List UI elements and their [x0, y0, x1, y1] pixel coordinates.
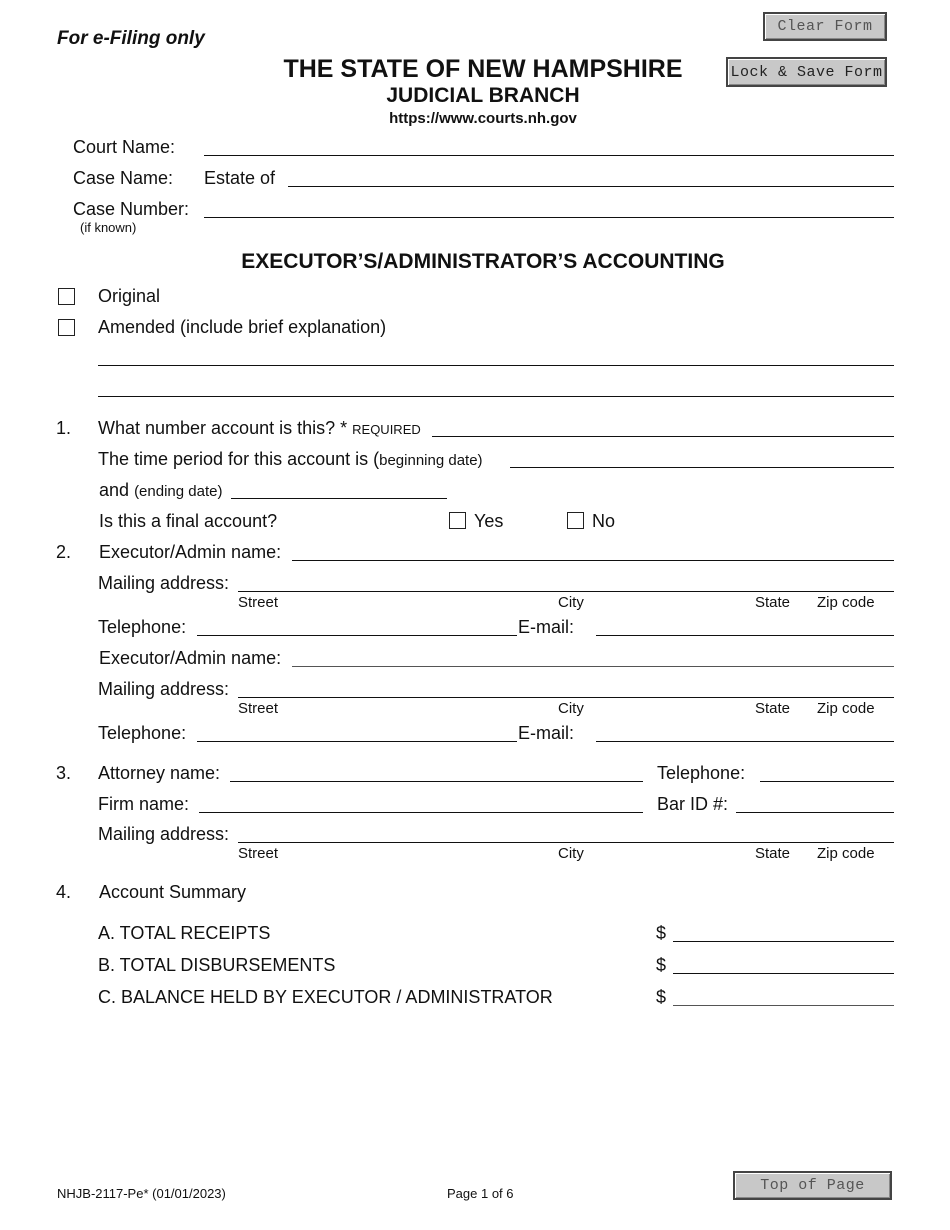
state-title: THE STATE OF NEW HAMPSHIRE: [283, 55, 683, 83]
city-caption-2: City: [558, 700, 584, 717]
case-name-label: Case Name:: [73, 168, 174, 188]
telephone-label-2: Telephone:: [98, 723, 187, 743]
final-yes-label: Yes: [474, 511, 504, 531]
balance-held-label: C. BALANCE HELD BY EXECUTOR / ADMINISTRATOR: [98, 987, 553, 1007]
balance-held-field[interactable]: [673, 1005, 894, 1006]
mailing-address-label-2: Mailing address:: [98, 679, 230, 699]
attorney-telephone-field[interactable]: [760, 781, 894, 782]
court-name-label: Court Name:: [73, 137, 176, 157]
amended-label: Amended (include brief explanation): [98, 317, 387, 337]
estate-of-label: Estate of: [204, 168, 276, 188]
firm-name-label: Firm name:: [98, 794, 190, 814]
executor-name-field-2[interactable]: [292, 666, 894, 667]
state-caption-2: State: [755, 700, 791, 717]
attorney-telephone-label: Telephone:: [657, 763, 746, 783]
state-caption-1: State: [755, 594, 791, 611]
zip-caption-1: Zip code: [817, 594, 875, 611]
balance-dollar-sign: $: [656, 987, 667, 1007]
efiling-note: For e-Filing only: [57, 28, 205, 49]
clear-form-button[interactable]: Clear Form: [763, 12, 887, 41]
if-known-note: (if known): [80, 220, 137, 235]
street-caption-3: Street: [238, 845, 279, 862]
beginning-date-label: beginning date): [379, 452, 483, 469]
bar-id-field[interactable]: [736, 812, 894, 813]
street-caption-1: Street: [238, 594, 279, 611]
attorney-name-label: Attorney name:: [98, 763, 221, 783]
section-3-number: 3.: [56, 763, 72, 783]
executor-name-label-2: Executor/Admin name:: [99, 648, 282, 668]
total-receipts-field[interactable]: [673, 941, 894, 942]
zip-caption-3: Zip code: [817, 845, 875, 862]
final-no-label: No: [592, 511, 616, 531]
section-2-number: 2.: [56, 542, 72, 562]
ending-date-label: (ending date): [134, 483, 223, 500]
zip-caption-2: Zip code: [817, 700, 875, 717]
beginning-date-field[interactable]: [510, 467, 894, 468]
amended-checkbox[interactable]: [58, 319, 75, 336]
lock-save-button[interactable]: Lock & Save Form: [726, 57, 887, 87]
original-label: Original: [98, 286, 161, 306]
bar-id-label: Bar ID #:: [657, 794, 729, 814]
attorney-mailing-field[interactable]: [238, 842, 894, 843]
telephone-label-1: Telephone:: [98, 617, 187, 637]
time-period-question: [98, 449, 483, 470]
mailing-address-label-1: Mailing address:: [98, 573, 230, 593]
ending-date-field[interactable]: [231, 498, 447, 499]
email-label-2: E-mail:: [518, 723, 575, 743]
final-no-checkbox[interactable]: [567, 512, 584, 529]
account-number-field[interactable]: [432, 436, 894, 437]
branch-title: JUDICIAL BRANCH: [386, 84, 580, 107]
time-period-label: The time period for this account is (: [98, 449, 380, 469]
case-name-field[interactable]: [288, 186, 894, 187]
account-number-question: [98, 418, 421, 439]
courts-url: https://www.courts.nh.gov: [389, 110, 577, 127]
amended-explanation-line-2[interactable]: [98, 396, 894, 397]
court-name-field[interactable]: [204, 155, 894, 156]
total-disbursements-field[interactable]: [673, 973, 894, 974]
account-summary-title: Account Summary: [99, 882, 247, 902]
attorney-mailing-label: Mailing address:: [98, 824, 230, 844]
email-field-2[interactable]: [596, 741, 894, 742]
case-number-field[interactable]: [204, 217, 894, 218]
mailing-address-field-2[interactable]: [238, 697, 894, 698]
final-account-question: Is this a final account?: [99, 511, 278, 531]
original-checkbox[interactable]: [58, 288, 75, 305]
form-title: EXECUTOR’S/ADMINISTRATOR’S ACCOUNTING: [241, 250, 725, 273]
receipts-dollar-sign: $: [656, 923, 667, 943]
ending-date-row: [99, 480, 222, 501]
street-caption-2: Street: [238, 700, 279, 717]
top-of-page-button[interactable]: Top of Page: [733, 1171, 892, 1200]
telephone-field-2[interactable]: [197, 741, 517, 742]
account-number-label: What number account is this? *: [98, 418, 348, 438]
required-note: REQUIRED: [352, 422, 421, 437]
city-caption-3: City: [558, 845, 584, 862]
section-1-number: 1.: [56, 418, 72, 438]
final-yes-checkbox[interactable]: [449, 512, 466, 529]
firm-name-field[interactable]: [199, 812, 643, 813]
executor-name-label-1: Executor/Admin name:: [99, 542, 282, 562]
state-caption-3: State: [755, 845, 791, 862]
attorney-name-field[interactable]: [230, 781, 643, 782]
amended-explanation-line-1[interactable]: [98, 365, 894, 366]
mailing-address-field-1[interactable]: [238, 591, 894, 592]
disbursements-dollar-sign: $: [656, 955, 667, 975]
city-caption-1: City: [558, 594, 584, 611]
and-label: and: [99, 480, 130, 500]
email-field-1[interactable]: [596, 635, 894, 636]
page-number: Page 1 of 6: [447, 1186, 514, 1201]
form-id: NHJB-2117-Pe* (01/01/2023): [57, 1186, 226, 1201]
total-disbursements-label: B. TOTAL DISBURSEMENTS: [98, 955, 336, 975]
telephone-field-1[interactable]: [197, 635, 517, 636]
section-4-number: 4.: [56, 882, 72, 902]
case-number-label: Case Number:: [73, 199, 190, 219]
email-label-1: E-mail:: [518, 617, 575, 637]
executor-name-field-1[interactable]: [292, 560, 894, 561]
total-receipts-label: A. TOTAL RECEIPTS: [98, 923, 271, 943]
